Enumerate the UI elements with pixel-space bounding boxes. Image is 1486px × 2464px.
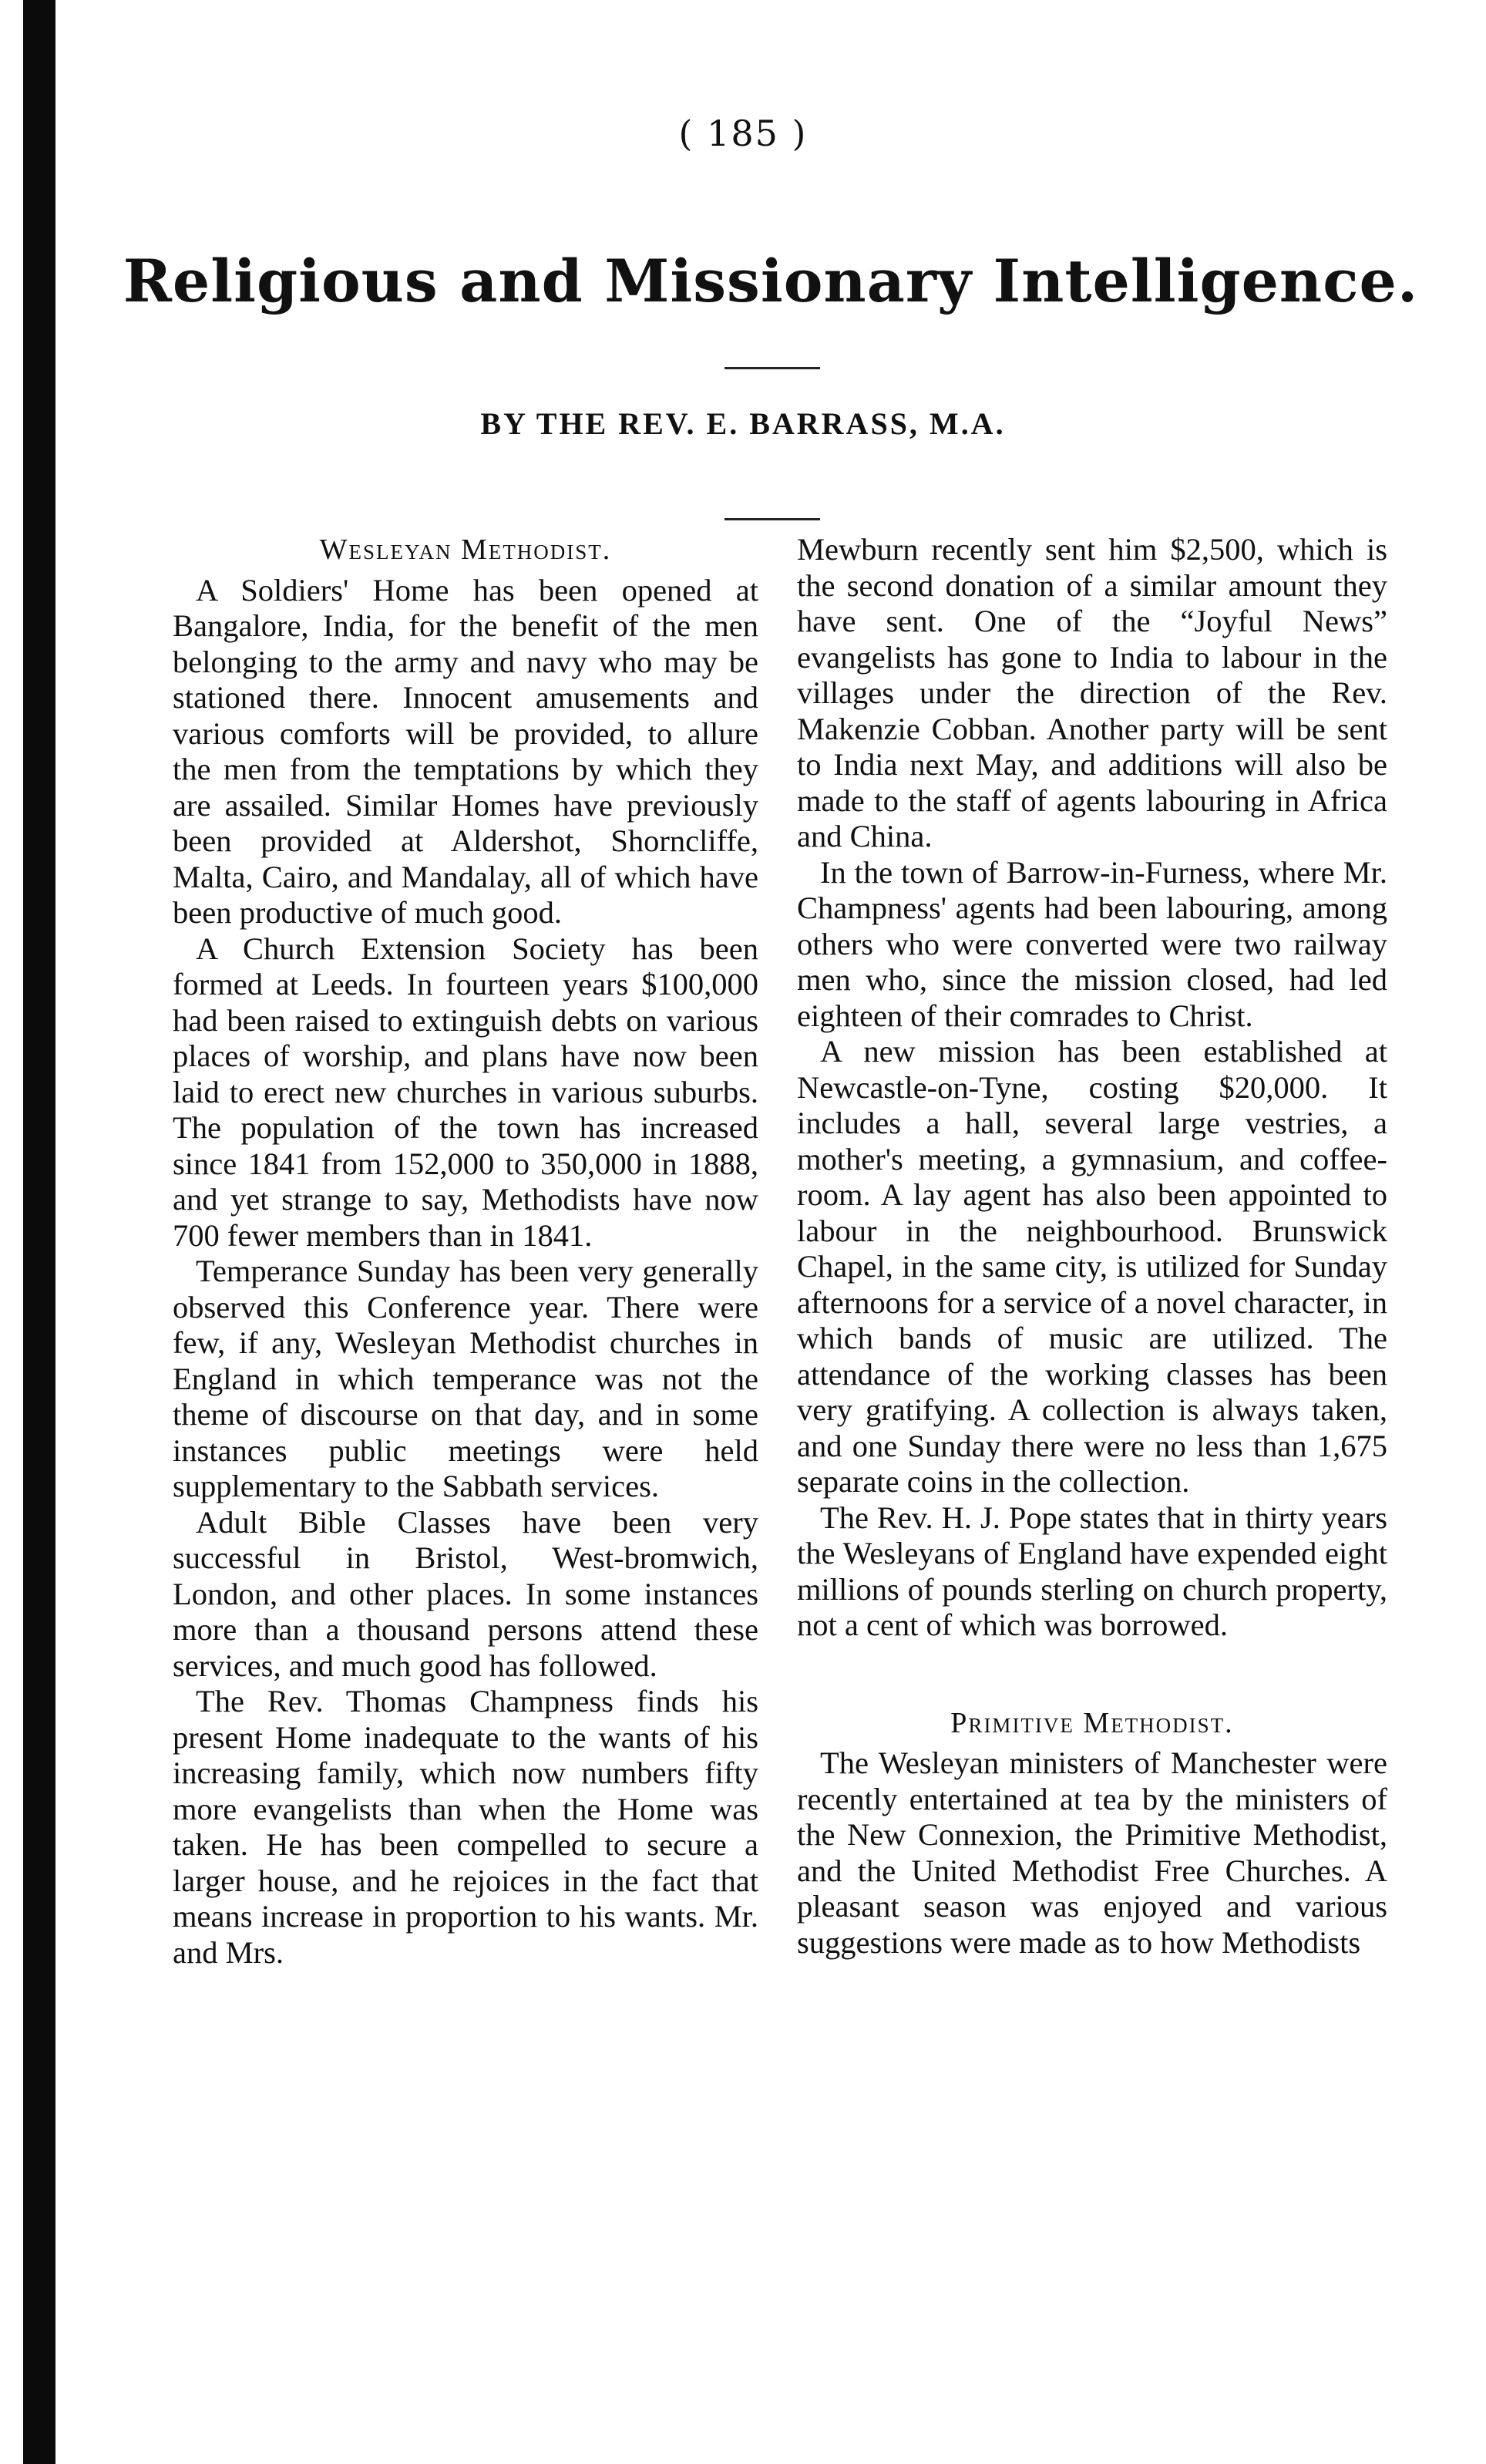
- paragraph: The Wesleyan ministers of Manchester were recently entertained at tea by the ministers of the New Connexion, the Primitive Methodist, and the United Methodist Free Churches. A pleasant season was enjoyed and various suggestions were made as to how Methodists: [797, 1745, 1387, 1960]
- paragraph-continued: Mewburn recently sent him $2,500, which is the second donation of a similar amount they have sent. One of the “Joyful News” evangelists has gone to India to labour in the villages under the direction of the Rev. Makenzie Cobban. Another party will be sent to India next May, and additions will also be made to the staff of agents labouring in Africa and China.: [797, 532, 1387, 853]
- section-heading-primitive: Primitive Methodist.: [950, 1706, 1234, 1739]
- paragraph: The Rev. Thomas Champness finds his present Home inadequate to the wants of his increasing family, which now numbers fifty more evangelists than when the Home was taken. He has been compelled to secure a larger house, and he rejoices in the fact that means increase in proportion to his wants. Mr. and Mrs.: [173, 1684, 758, 1970]
- page-title: Religious and Missionary Intelligence.: [123, 247, 1419, 315]
- paragraph: The Rev. H. J. Pope states that in thirty years the Wesleyans of England have expended eight millions of pounds sterling on church property, not a cent of which was borrowed.: [797, 1500, 1387, 1642]
- right-column: [797, 532, 1387, 1961]
- byline-divider: [725, 518, 820, 520]
- paragraph: A Church Extension Society has been formed at Leeds. In fourteen years $100,000 had been raised to extinguish debts on various places of worship, and plans have now been laid to erect new churches in various suburbs. The population of the town has increased since 1841 from 152,000 to 350,000 in 1888, and yet strange to say, Methodists have now 700 fewer members than in 1841.: [173, 931, 758, 1253]
- byline: BY THE REV. E. BARRASS, M.A.: [480, 406, 1006, 441]
- paragraph: Adult Bible Classes have been very successful in Bristol, West-bromwich, London, and other places. In some instances more than a thousand persons attend these services, and much good has followed.: [173, 1504, 758, 1683]
- paragraph: A Soldiers' Home has been opened at Bangalore, India, for the benefit of the men belonging to the army and navy who may be stationed there. Innocent amusements and various comforts will be provided, to allure the men from the temptations by which they are assailed. Similar Homes have previously been provided at Aldershot, Shorncliffe, Malta, Cairo, and Mandalay, all of which have been productive of much good.: [173, 572, 758, 930]
- title-divider: [725, 367, 820, 369]
- book-spine-edge: [23, 0, 55, 2464]
- paragraph: A new mission has been established at Newcastle-on-Tyne, costing $20,000. It includes a hall, several large vestries, a mother's meeting, a gymnasium, and coffee-room. A lay agent has also been appointed to labour in the neighbourhood. Brunswick Chapel, in the same city, is utilized for Sunday afternoons for a service of a novel character, in which bands of music are utilized. The attendance of the working classes has been very gratifying. A collection is always taken, and one Sunday there were no less than 1,675 separate coins in the collection.: [797, 1034, 1387, 1499]
- paragraph: Temperance Sunday has been very generally observed this Conference year. There were few, if any, Wesleyan Methodist churches in England in which temperance was not the theme of discourse on that day, and in some instances public meetings were held supplementary to the Sabbath services.: [173, 1254, 758, 1503]
- page-number: ( 185 ): [678, 113, 808, 154]
- left-column: [173, 532, 758, 1971]
- section-heading-wesleyan: Wesleyan Methodist.: [319, 534, 612, 566]
- paragraph: In the town of Barrow-in-Furness, where Mr. Champness' agents had been labouring, among others who were converted were two railway men who, since the mission closed, had led eighteen of their comrades to Christ.: [797, 854, 1387, 1033]
